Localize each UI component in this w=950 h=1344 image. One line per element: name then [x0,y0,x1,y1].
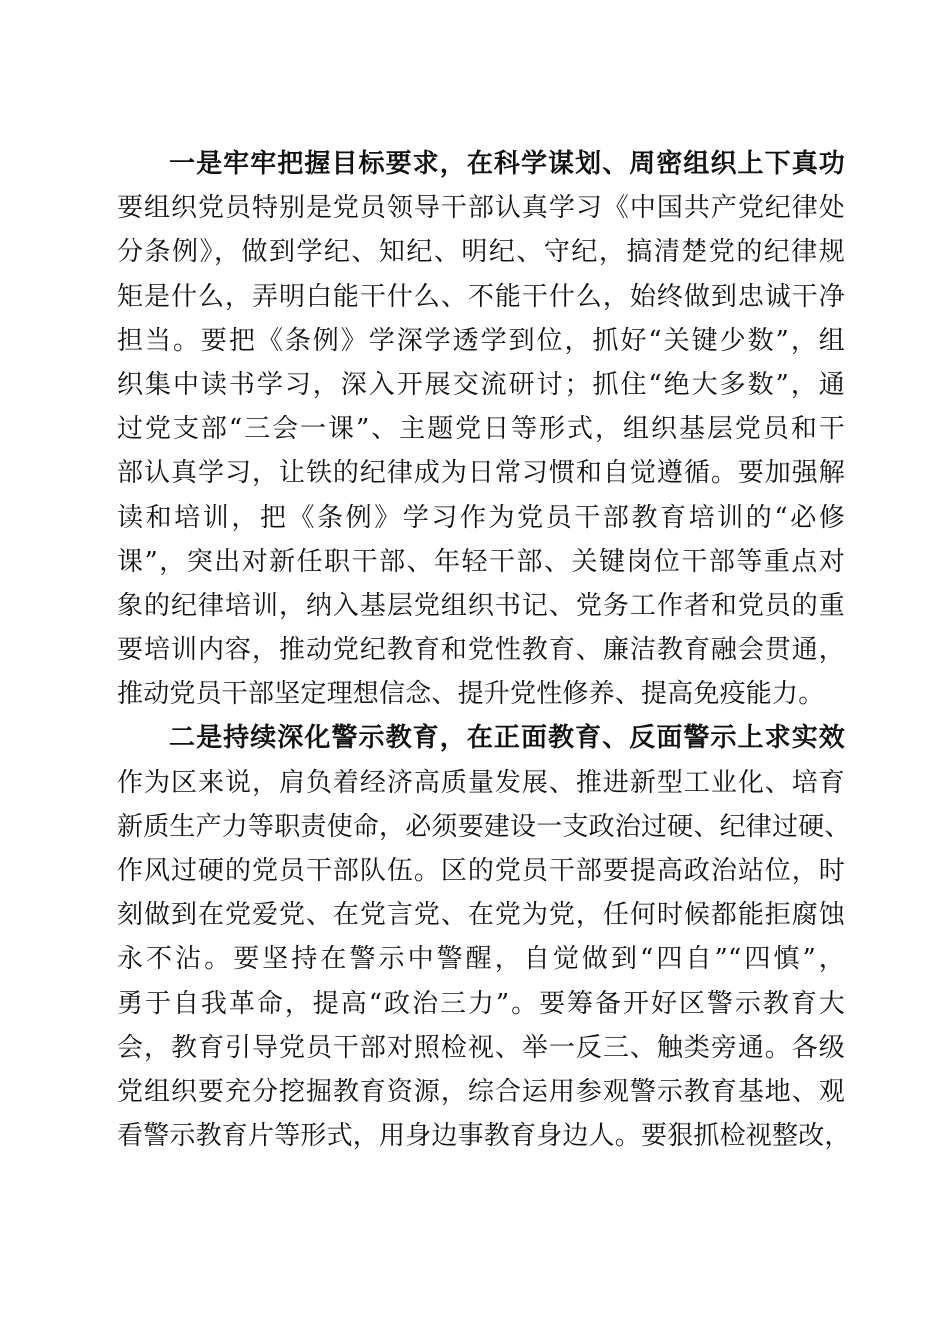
paragraph-line: 看警示教育片等形式，用身边事教育身边人。要狠抓检视整改， [117,1121,851,1152]
paragraph-line: 党组织要充分挖掘教育资源，综合运用参观警示教育基地、观 [117,1076,845,1107]
paragraph-line: 读和培训，把《条例》学习作为党员干部教育培训的“必修 [117,502,845,533]
paragraph-line: 作为区来说，肩负着经济高质量发展、推进新型工业化、培育 [117,767,845,798]
paragraph-heading: 二是持续深化警示教育，在正面教育、反面警示上求实效 [169,723,845,754]
paragraph-line: 勇于自我革命，提高“政治三力”。要筹备开好区警示教育大 [117,988,845,1019]
paragraph-line: 部认真学习，让铁的纪律成为日常习惯和自觉遵循。要加强解 [117,458,845,489]
paragraph-line: 象的纪律培训，纳入基层党组织书记、党务工作者和党员的重 [117,590,845,621]
paragraph-1 [117,142,845,716]
paragraph-line: 担当。要把《条例》学深学透学到位，抓好“关键少数”，组 [117,325,845,356]
paragraph-line: 会，教育引导党员干部对照检视、举一反三、触类旁通。各级 [117,1032,845,1063]
paragraph-2 [117,716,851,1158]
document-body [117,142,851,1158]
paragraph-line: 织集中读书学习，深入开展交流研讨；抓住“绝大多数”，通 [117,369,845,400]
paragraph-line: 矩是什么，弄明白能干什么、不能干什么，始终做到忠诚干净 [117,281,845,312]
paragraph-line: 要培训内容，推动党纪教育和党性教育、廉洁教育融会贯通， [117,635,845,666]
paragraph-line: 永不沾。要坚持在警示中警醒，自觉做到“四自”“四慎”， [117,944,845,975]
paragraph-line: 分条例》，做到学纪、知纪、明纪、守纪，搞清楚党的纪律规 [117,237,845,268]
paragraph-line: 课”，突出对新任职干部、年轻干部、关键岗位干部等重点对 [117,546,845,577]
paragraph-line: 要组织党员特别是党员领导干部认真学习《中国共产党纪律处 [117,193,845,224]
paragraph-line: 新质生产力等职责使命，必须要建设一支政治过硬、纪律过硬、 [117,811,851,842]
paragraph-line: 推动党员干部坚定理想信念、提升党性修养、提高免疫能力。 [117,679,825,710]
paragraph-line: 刻做到在党爱党、在党言党、在党为党，任何时候都能拒腐蚀 [117,900,845,931]
paragraph-heading: 一是牢牢把握目标要求，在科学谋划、周密组织上下真功 [169,149,845,179]
paragraph-line: 过党支部“三会一课”、主题党日等形式，组织基层党员和干 [117,414,845,445]
paragraph-line: 作风过硬的党员干部队伍。区的党员干部要提高政治站位，时 [117,856,845,886]
